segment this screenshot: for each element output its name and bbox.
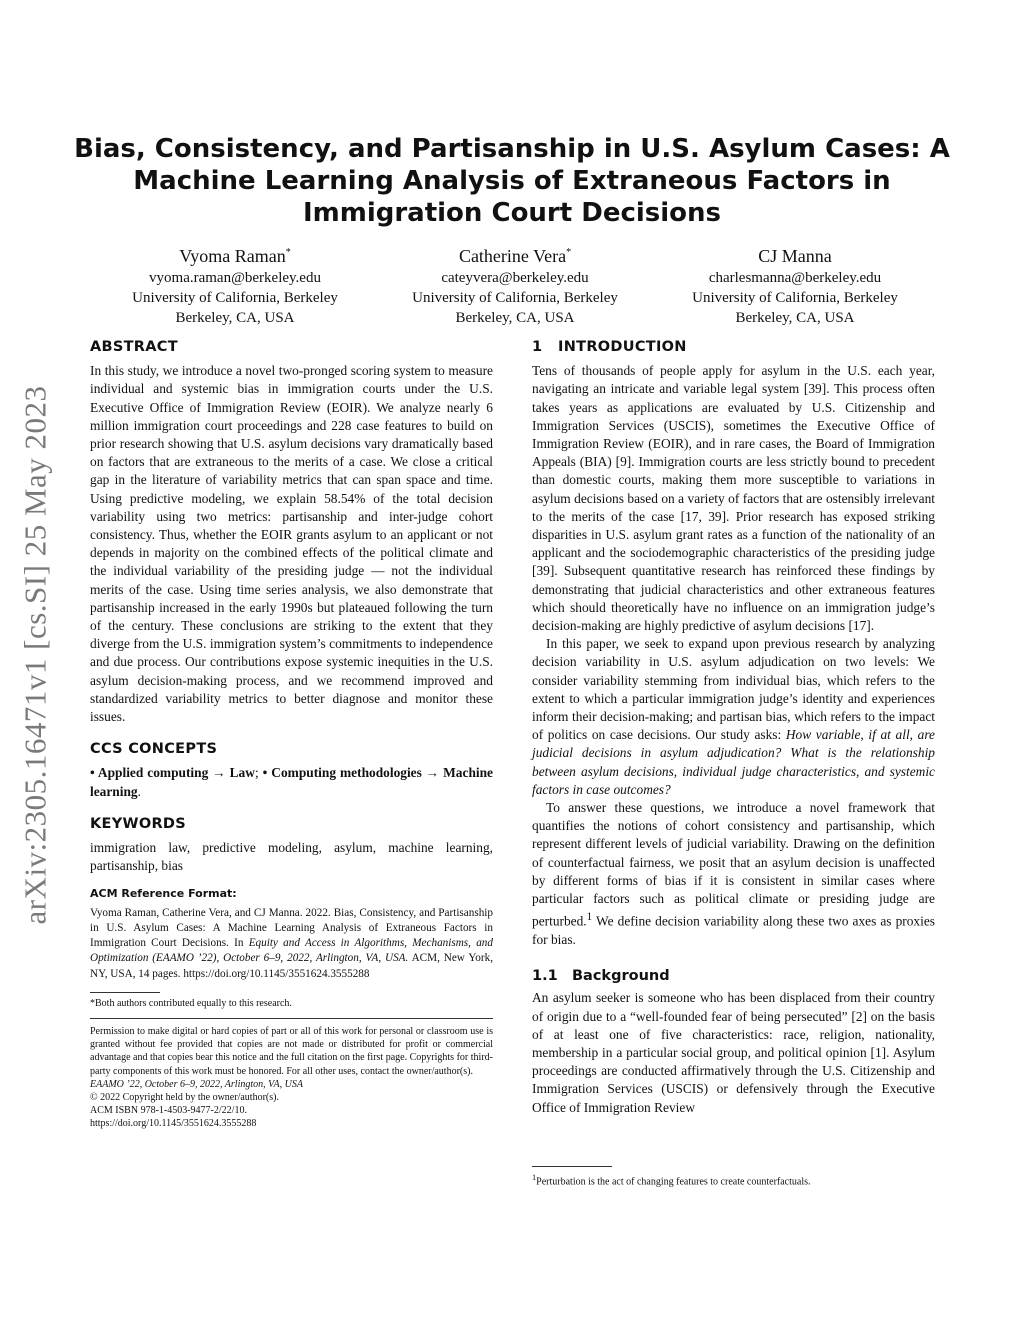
author-affiliation: University of California, Berkeley [412, 290, 618, 306]
intro-title: INTRODUCTION [558, 339, 687, 355]
author-location: Berkeley, CA, USA [735, 310, 855, 326]
acm-ref-text [90, 906, 493, 982]
footnote-rule [90, 992, 160, 993]
research-questions: How variable, if at all, are judicial decisions in asylum adjudication? What is the relationship between asylum decisions, individual judge characteristics, and systemic factors in case outcomes? [532, 727, 935, 797]
isbn-line: ACM ISBN 978-1-4503-9477-2/22/10. [90, 1105, 247, 1117]
intro-paragraph-1: Tens of thousands of people apply for asylum in the U.S. each year, navigating an intricate and variable legal system [39]. This process often takes years as applications are evaluated by U.S. Citizenship and Immigration Services (USCIS), sometimes the Executive Office of Immigration Review (EOIR), and in rare cases, the Board of Immigration Appeals (BIA) [9]. Immigration courts are less strictly bound to precedent than domestic courts, making them more susceptible to variations in asylum decisions based on a variety of factors that are ostensibly irrelevant to the merits of the case [17, 39]. Prior research has exposed striking disparities in U.S. asylum grant rates as a function of the nationality of an applicant and the sociodemographic characteristics of the presiding judge [39]. Subsequent quantitative research has reinforced these findings by demonstrating that judicial characteristics and other extraneous features which should theoretically have no influence on an immigration judge’s decision-making are highly predictive of asylum decisions [17]. [532, 363, 935, 634]
ccs-concept-1: • Applied computing → Law [90, 765, 255, 781]
intro-p3-pre: To answer these questions, we introduce a novel framework that quantifies the notions of cohort consistency and partisanship, which represent different levels of judicial variability. Drawing on the definition of counterfactual fairness, we posit that an asylum decision is unaffected by different forms of bias if it is consistent in similar cases where particular factors such as political climate or presiding judge are perturbed. [532, 800, 935, 929]
keywords-text: immigration law, predictive modeling, asylum, machine learning, partisanship, bias [90, 840, 493, 874]
left-column [90, 338, 493, 1131]
keywords-heading: KEYWORDS [90, 815, 187, 832]
author-1 [100, 241, 370, 328]
author-affiliation: University of California, Berkeley [132, 290, 338, 306]
acm-ref-venue: Equity and Access in Algorithms, Mechanisms, and Optimization (EAAMO ’22), October 6–9, 2022, Arlington, VA, USA. [90, 937, 493, 965]
abstract-text: In this study, we introduce a novel two-pronged scoring system to measure individual and systemic bias in immigration courts under the U.S. Executive Office of Immigration Review (EOIR). We analyze nearly 6 million immigration court proceedings and 228 case features to build on prior research showing that U.S. asylum decisions vary dramatically based on factors that are extraneous to the merits of a case. We close a critical gap in the literature of variability metrics that can span space and time. Using predictive modeling, we explain 58.54% of the total decision variability using two metrics: partisanship and inter-judge cohort consistency. Thus, whether the EOIR grants asylum to an applicant or not depends in majority on the combined effects of the political climate and the individual variability of the presiding judge — not the individual merits of the case. Using time series analysis, we also demonstrate that partisanship increased in the early 1990s but plateaued following the turn of the century. These conclusions are striking to the extent that they diverge from the U.S. immigration system’s commitments to independence and due process. Our contributions expose systemic inequities in the U.S. asylum decision-making process, and we recommend improved and standardized variability metrics to better diagnose and monitor these issues. [90, 363, 493, 725]
ccs-separator: ; [254, 765, 263, 781]
author-name: Vyoma Raman [179, 246, 286, 266]
author-name: CJ Manna [758, 246, 832, 266]
footnote-1-text: Perturbation is the act of changing features to create counterfactuals. [536, 1176, 811, 1188]
ccs-heading: CCS CONCEPTS [90, 741, 218, 758]
permission-notice: Permission to make digital or hard copies of part or all of this work for personal or classroom use is granted without fee provided that copies are not made or distributed for profit or commercial advantage and that copies bear this notice and the full citation on the first page. Copyrights for third-party components of this work must be honored. For all other uses, contact the owner/author(s). [90, 1025, 493, 1077]
copyright-line: © 2022 Copyright held by the owner/author(s). [90, 1091, 279, 1103]
background-title: Background [572, 968, 670, 985]
ccs-end: . [137, 783, 141, 799]
acm-ref-heading: ACM Reference Format: [90, 887, 237, 901]
author-email[interactable]: cateyvera@berkeley.edu [441, 270, 589, 286]
footnote-ref-1[interactable]: 1 [586, 911, 593, 924]
doi-link[interactable]: https://doi.org/10.1145/3551624.3555288 [90, 1118, 257, 1130]
permission-rule [90, 1018, 493, 1019]
author-email[interactable]: vyoma.raman@berkeley.edu [149, 270, 321, 286]
author-location: Berkeley, CA, USA [175, 310, 295, 326]
background-number: 1.1 [532, 968, 558, 985]
conference-line [90, 1078, 493, 1091]
author-email[interactable]: charlesmanna@berkeley.edu [708, 270, 882, 286]
conference-line-text: EAAMO ’22, October 6–9, 2022, Arlington, VA, USA [90, 1078, 303, 1090]
author-affiliation: University of California, Berkeley [692, 290, 898, 306]
abstract-heading: ABSTRACT [90, 339, 178, 355]
intro-paragraph-2 [532, 635, 935, 799]
equal-contribution-footnote: *Both authors contributed equally to this research. [90, 997, 292, 1009]
author-2 [380, 241, 650, 328]
footnote-1 [532, 1166, 935, 1188]
footnote-1-rule [532, 1166, 612, 1167]
acm-ref-pre: Vyoma Raman, Catherine Vera, and CJ Manna. 2022. Bias, Consistency, and Partisanship in U.S. Asylum Cases: A Machine Learning Analysis of Extraneous Factors in Immigration Court Decisions. In [90, 906, 493, 950]
paper-title: Bias, Consistency, and Partisanship in U.S. Asylum Cases: A Machine Learning Analysis of Extraneous Factors in Immigration Court Decisions [74, 134, 950, 228]
right-column [532, 338, 935, 1117]
author-mark: * [566, 247, 572, 258]
background-paragraph: An asylum seeker is someone who has been displaced from their country of origin due to a “well-founded fear of being persecuted” [2] on the basis of at least one of five characteristics: race, religion, nationality, membership in a particular social group, and political opinion [1]. Asylum proceedings are conducted affirmatively through the U.S. Citizenship and Immigration Services (USCIS) or defensively through the Executive Office of Immigration Review [532, 990, 935, 1115]
arxiv-stamp-text: arXiv:2305.16471v1 [cs.SI] 25 May 2023 [18, 385, 53, 925]
author-mark: * [285, 247, 291, 258]
author-location: Berkeley, CA, USA [455, 310, 575, 326]
footnote-1-mark: 1 [532, 1173, 537, 1182]
acm-ref-post: ACM, New York, NY, USA, 14 pages. https://doi.org/10.1145/3551624.3555288 [90, 952, 493, 980]
intro-heading [532, 338, 935, 356]
arxiv-stamp [8, 355, 64, 955]
intro-paragraph-3 [532, 799, 935, 949]
intro-p2-text: In this paper, we seek to expand upon previous research by analyzing decision variability in U.S. asylum adjudication on two levels: We consider variability stemming from individual bias, which refers to the extent to which a particular immigration judge’s identity and experiences inform their decision-making; and partisan bias, which refers to the impact of politics on case decisions. Our study asks: [532, 636, 935, 743]
author-3 [660, 241, 930, 328]
intro-number: 1 [532, 339, 543, 355]
ccs-concepts [90, 764, 493, 800]
background-heading [532, 967, 935, 985]
author-name: Catherine Vera [458, 246, 567, 266]
author-block [100, 241, 930, 328]
ccs-concept-2: • Computing methodologies → Machine learning [90, 765, 494, 799]
intro-p3-post: We define decision variability along these two axes as proxies for bias. [532, 913, 935, 947]
